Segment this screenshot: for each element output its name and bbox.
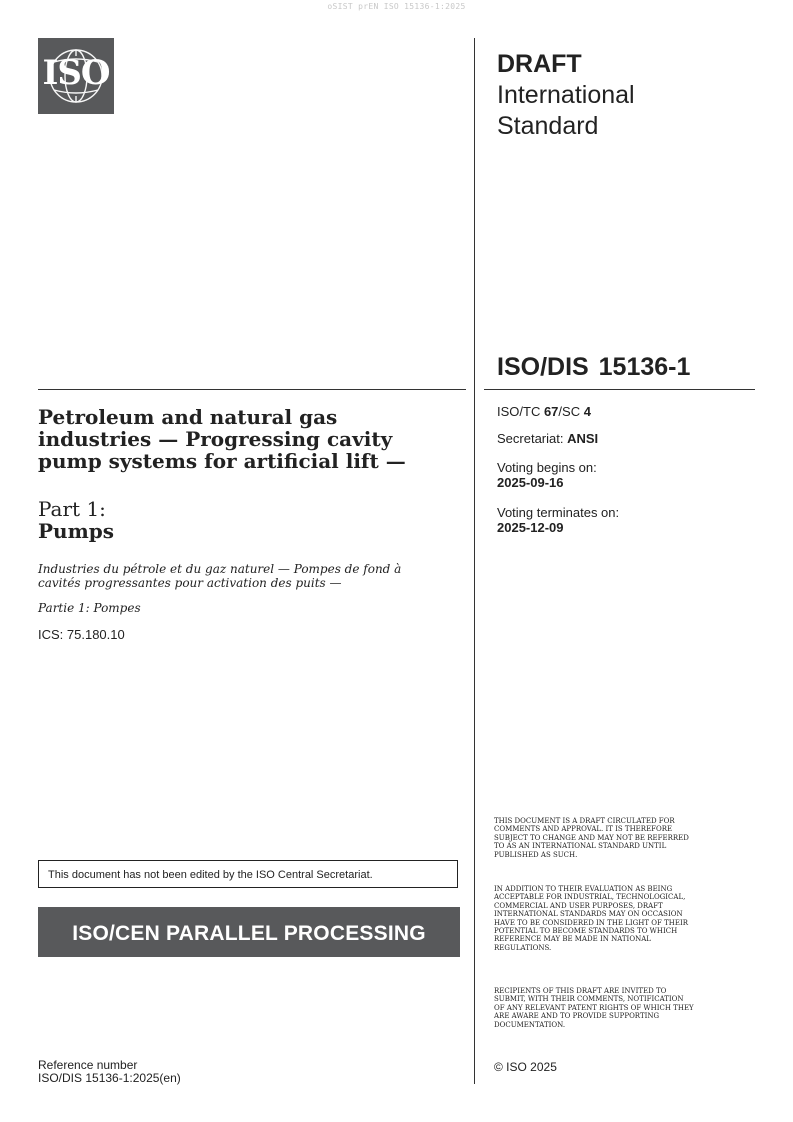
part-title: Pumps [38, 519, 114, 543]
sc-prefix: /SC [558, 404, 584, 419]
secretariat-line [497, 431, 598, 446]
disclaimer-paragraph-1: THIS DOCUMENT IS A DRAFT CIRCULATED FOR COMMENTS AND APPROVAL. IT IS THEREFORE SUBJECT TO CHANGE AND MAY NOT BE REFERRED TO AS AN INTERNATIONAL STANDARD UNTIL PUBLISHED AS SUCH. [494, 817, 689, 859]
french-title-line-1: Industries du pétrole et du gaz naturel — Pompes de fond à [38, 562, 402, 576]
part-label: Part 1: [38, 497, 106, 521]
iso-logo [38, 38, 114, 114]
sc-number: 4 [583, 404, 591, 419]
reference-number-value: ISO/DIS 15136-1:2025(en) [38, 1071, 181, 1085]
horizontal-divider-right [484, 389, 755, 390]
horizontal-divider-left [38, 389, 466, 390]
disclaimer-paragraph-3: RECIPIENTS OF THIS DRAFT ARE INVITED TO SUBMIT, WITH THEIR COMMENTS, NOTIFICATION OF ANY RELEVANT PATENT RIGHTS OF WHICH THEY ARE AWARE AND TO PROVIDE SUPPORTING DOCUMENTATION. [494, 987, 694, 1029]
voting-terminates [497, 505, 619, 535]
french-title-line-2: cavités progressantes pour activation des puits — [38, 576, 342, 590]
standard-number: ISO/DIS 15136-1 [497, 353, 691, 381]
document-title [38, 406, 458, 472]
vertical-divider [474, 38, 475, 1084]
document-type-heading [497, 49, 635, 142]
disclaimer-paragraph-2: IN ADDITION TO THEIR EVALUATION AS BEING ACCEPTABLE FOR INDUSTRIAL, TECHNOLOGICAL, COMMERCIAL AND USER PURPOSES, DRAFT INTERNATIONAL STANDARDS MAY ON OCCASION HAVE TO BE CONSIDERED IN THE LIGHT OF THEIR POTENTIAL TO BECOME STANDARDS TO WHICH REFERENCE MAY BE MADE IN NATIONAL REGULATIONS. [494, 885, 689, 952]
voting-begins [497, 460, 597, 490]
committee-line [497, 404, 591, 419]
title-line-1: Petroleum and natural gas [38, 405, 338, 429]
copyright-notice: © ISO 2025 [494, 1060, 557, 1074]
voting-terminates-label: Voting terminates on: [497, 505, 620, 520]
standard-label: Standard [497, 112, 599, 140]
french-part-title: Partie 1: Pompes [38, 601, 141, 615]
editing-notice: This document has not been edited by the ISO Central Secretariat. [38, 860, 458, 888]
title-line-3: pump systems for artificial lift — [38, 449, 406, 473]
draft-label: DRAFT [497, 50, 582, 78]
ics-code: ICS: 75.180.10 [38, 627, 125, 642]
tc-number: 67 [543, 404, 559, 419]
voting-begins-label: Voting begins on: [497, 460, 597, 475]
title-line-2: industries — Progressing cavity [38, 427, 393, 451]
parallel-processing-banner: ISO/CEN PARALLEL PROCESSING [38, 907, 460, 957]
tc-prefix: ISO/TC [497, 404, 544, 419]
secretariat-label: Secretariat: [497, 431, 568, 446]
logo-text: ISO [42, 53, 110, 93]
voting-begins-date: 2025-09-16 [497, 475, 564, 490]
document-watermark: oSIST prEN ISO 15136-1:2025 [327, 2, 466, 11]
international-label: International [497, 81, 635, 109]
voting-terminates-date: 2025-12-09 [497, 520, 564, 535]
reference-number-label: Reference number [38, 1058, 138, 1072]
french-title [38, 562, 438, 590]
secretariat-value: ANSI [567, 431, 599, 446]
